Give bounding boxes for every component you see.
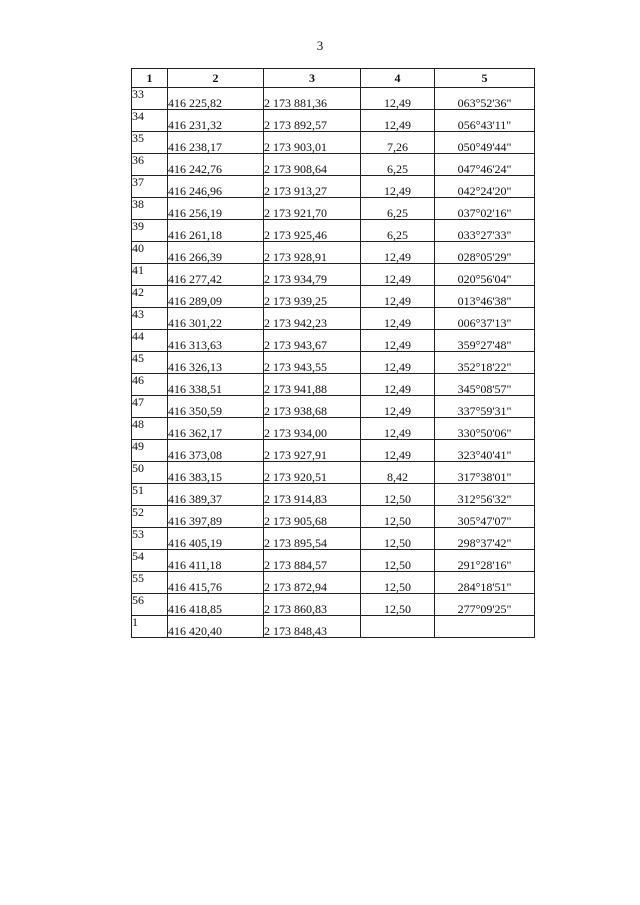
table-row xyxy=(132,484,535,506)
distance-cell: 12,49 xyxy=(361,330,435,352)
y-coordinate-cell: 2 173 928,91 xyxy=(264,242,361,264)
page-number: 3 xyxy=(316,38,324,53)
point-number-cell: 40 xyxy=(132,242,168,264)
distance-cell: 12,49 xyxy=(361,242,435,264)
x-coordinate-cell: 416 383,15 xyxy=(168,462,264,484)
point-number-cell: 51 xyxy=(132,484,168,506)
bearing-cell: 337°59'31" xyxy=(435,396,535,418)
distance-cell: 6,25 xyxy=(361,220,435,242)
point-number-cell: 56 xyxy=(132,594,168,616)
x-coordinate-cell: 416 397,89 xyxy=(168,506,264,528)
y-coordinate-cell: 2 173 943,55 xyxy=(264,352,361,374)
point-number-cell: 47 xyxy=(132,396,168,418)
bearing-cell: 323°40'41" xyxy=(435,440,535,462)
bearing-cell: 291°28'16" xyxy=(435,550,535,572)
y-coordinate-cell: 2 173 895,54 xyxy=(264,528,361,550)
table-row xyxy=(132,550,535,572)
distance-cell: 7,26 xyxy=(361,132,435,154)
bearing-cell: 352°18'22" xyxy=(435,352,535,374)
point-number-cell: 36 xyxy=(132,154,168,176)
y-coordinate-cell: 2 173 848,43 xyxy=(264,616,361,638)
y-coordinate-cell: 2 173 934,00 xyxy=(264,418,361,440)
table-row xyxy=(132,330,535,352)
y-coordinate-cell: 2 173 939,25 xyxy=(264,286,361,308)
point-number-cell: 37 xyxy=(132,176,168,198)
distance-cell: 12,50 xyxy=(361,594,435,616)
x-coordinate-cell: 416 301,22 xyxy=(168,308,264,330)
bearing-cell: 298°37'42" xyxy=(435,528,535,550)
header-col-x: 2 xyxy=(168,69,264,88)
x-coordinate-cell: 416 231,32 xyxy=(168,110,264,132)
distance-cell: 12,50 xyxy=(361,506,435,528)
x-coordinate-cell: 416 405,19 xyxy=(168,528,264,550)
table-row xyxy=(132,242,535,264)
header-col-angle: 5 xyxy=(435,69,535,88)
table-row xyxy=(132,154,535,176)
bearing-cell: 317°38'01" xyxy=(435,462,535,484)
distance-cell: 8,42 xyxy=(361,462,435,484)
distance-cell: 12,49 xyxy=(361,110,435,132)
x-coordinate-cell: 416 313,63 xyxy=(168,330,264,352)
point-number-cell: 41 xyxy=(132,264,168,286)
y-coordinate-cell: 2 173 905,68 xyxy=(264,506,361,528)
distance-cell: 12,49 xyxy=(361,176,435,198)
x-coordinate-cell: 416 238,17 xyxy=(168,132,264,154)
table-header xyxy=(132,69,535,88)
point-number-cell: 53 xyxy=(132,528,168,550)
bearing-cell: 047°46'24" xyxy=(435,154,535,176)
y-coordinate-cell: 2 173 892,57 xyxy=(264,110,361,132)
table-body xyxy=(132,88,535,638)
distance-cell: 6,25 xyxy=(361,154,435,176)
table-row xyxy=(132,308,535,330)
x-coordinate-cell: 416 266,39 xyxy=(168,242,264,264)
y-coordinate-cell: 2 173 942,23 xyxy=(264,308,361,330)
point-number-cell: 52 xyxy=(132,506,168,528)
table-row xyxy=(132,286,535,308)
point-number-cell: 34 xyxy=(132,110,168,132)
distance-cell: 12,49 xyxy=(361,440,435,462)
x-coordinate-cell: 416 411,18 xyxy=(168,550,264,572)
y-coordinate-cell: 2 173 920,51 xyxy=(264,462,361,484)
distance-cell: 12,49 xyxy=(361,286,435,308)
table-row xyxy=(132,352,535,374)
x-coordinate-cell: 416 289,09 xyxy=(168,286,264,308)
bearing-cell: 359°27'48" xyxy=(435,330,535,352)
table-row xyxy=(132,88,535,110)
bearing-cell: 020°56'04" xyxy=(435,264,535,286)
distance-cell: 12,50 xyxy=(361,484,435,506)
bearing-cell: 312°56'32" xyxy=(435,484,535,506)
table-row xyxy=(132,176,535,198)
y-coordinate-cell: 2 173 914,83 xyxy=(264,484,361,506)
x-coordinate-cell: 416 256,19 xyxy=(168,198,264,220)
distance-cell: 12,50 xyxy=(361,528,435,550)
bearing-cell: 277°09'25" xyxy=(435,594,535,616)
point-number-cell: 44 xyxy=(132,330,168,352)
distance-cell: 12,49 xyxy=(361,396,435,418)
coordinates-table xyxy=(131,68,535,638)
table-row xyxy=(132,528,535,550)
x-coordinate-cell: 416 225,82 xyxy=(168,88,264,110)
x-coordinate-cell: 416 277,42 xyxy=(168,264,264,286)
table-row xyxy=(132,396,535,418)
bearing-cell: 037°02'16" xyxy=(435,198,535,220)
table-row xyxy=(132,594,535,616)
x-coordinate-cell: 416 362,17 xyxy=(168,418,264,440)
table-row xyxy=(132,418,535,440)
table-row xyxy=(132,110,535,132)
distance-cell: 12,49 xyxy=(361,352,435,374)
y-coordinate-cell: 2 173 913,27 xyxy=(264,176,361,198)
x-coordinate-cell: 416 326,13 xyxy=(168,352,264,374)
bearing-cell: 063°52'36" xyxy=(435,88,535,110)
table-row xyxy=(132,440,535,462)
x-coordinate-cell: 416 415,76 xyxy=(168,572,264,594)
y-coordinate-cell: 2 173 927,91 xyxy=(264,440,361,462)
point-number-cell: 46 xyxy=(132,374,168,396)
bearing-cell: 056°43'11" xyxy=(435,110,535,132)
y-coordinate-cell: 2 173 941,88 xyxy=(264,374,361,396)
table-row xyxy=(132,198,535,220)
point-number-cell: 39 xyxy=(132,220,168,242)
y-coordinate-cell: 2 173 872,94 xyxy=(264,572,361,594)
point-number-cell: 33 xyxy=(132,88,168,110)
x-coordinate-cell: 416 389,37 xyxy=(168,484,264,506)
distance-cell: 12,50 xyxy=(361,550,435,572)
header-col-distance: 4 xyxy=(361,69,435,88)
x-coordinate-cell: 416 338,51 xyxy=(168,374,264,396)
table-row xyxy=(132,506,535,528)
x-coordinate-cell: 416 350,59 xyxy=(168,396,264,418)
bearing-cell: 006°37'13" xyxy=(435,308,535,330)
y-coordinate-cell: 2 173 903,01 xyxy=(264,132,361,154)
table-row xyxy=(132,572,535,594)
header-col-point: 1 xyxy=(132,69,168,88)
x-coordinate-cell: 416 373,08 xyxy=(168,440,264,462)
bearing-cell: 013°46'38" xyxy=(435,286,535,308)
bearing-cell xyxy=(435,616,535,638)
distance-cell xyxy=(361,616,435,638)
bearing-cell: 028°05'29" xyxy=(435,242,535,264)
y-coordinate-cell: 2 173 881,36 xyxy=(264,88,361,110)
header-col-y: 3 xyxy=(264,69,361,88)
table-row xyxy=(132,264,535,286)
bearing-cell: 305°47'07" xyxy=(435,506,535,528)
y-coordinate-cell: 2 173 921,70 xyxy=(264,198,361,220)
distance-cell: 6,25 xyxy=(361,198,435,220)
point-number-cell: 35 xyxy=(132,132,168,154)
y-coordinate-cell: 2 173 938,68 xyxy=(264,396,361,418)
bearing-cell: 330°50'06" xyxy=(435,418,535,440)
bearing-cell: 033°27'33" xyxy=(435,220,535,242)
x-coordinate-cell: 416 418,85 xyxy=(168,594,264,616)
x-coordinate-cell: 416 420,40 xyxy=(168,616,264,638)
table-row xyxy=(132,132,535,154)
bearing-cell: 284°18'51" xyxy=(435,572,535,594)
table-row xyxy=(132,616,535,638)
bearing-cell: 042°24'20" xyxy=(435,176,535,198)
point-number-cell: 42 xyxy=(132,286,168,308)
point-number-cell: 54 xyxy=(132,550,168,572)
point-number-cell: 43 xyxy=(132,308,168,330)
point-number-cell: 38 xyxy=(132,198,168,220)
distance-cell: 12,49 xyxy=(361,374,435,396)
distance-cell: 12,50 xyxy=(361,572,435,594)
y-coordinate-cell: 2 173 934,79 xyxy=(264,264,361,286)
table-row xyxy=(132,374,535,396)
point-number-cell: 48 xyxy=(132,418,168,440)
point-number-cell: 55 xyxy=(132,572,168,594)
y-coordinate-cell: 2 173 860,83 xyxy=(264,594,361,616)
distance-cell: 12,49 xyxy=(361,308,435,330)
distance-cell: 12,49 xyxy=(361,264,435,286)
bearing-cell: 050°49'44" xyxy=(435,132,535,154)
point-number-cell: 50 xyxy=(132,462,168,484)
y-coordinate-cell: 2 173 908,64 xyxy=(264,154,361,176)
distance-cell: 12,49 xyxy=(361,88,435,110)
header-row xyxy=(132,69,535,88)
y-coordinate-cell: 2 173 943,67 xyxy=(264,330,361,352)
x-coordinate-cell: 416 261,18 xyxy=(168,220,264,242)
distance-cell: 12,49 xyxy=(361,418,435,440)
y-coordinate-cell: 2 173 925,46 xyxy=(264,220,361,242)
table-row xyxy=(132,462,535,484)
x-coordinate-cell: 416 246,96 xyxy=(168,176,264,198)
y-coordinate-cell: 2 173 884,57 xyxy=(264,550,361,572)
point-number-cell: 49 xyxy=(132,440,168,462)
bearing-cell: 345°08'57" xyxy=(435,374,535,396)
point-number-cell: 45 xyxy=(132,352,168,374)
table-row xyxy=(132,220,535,242)
point-number-cell: 1 xyxy=(132,616,168,638)
x-coordinate-cell: 416 242,76 xyxy=(168,154,264,176)
